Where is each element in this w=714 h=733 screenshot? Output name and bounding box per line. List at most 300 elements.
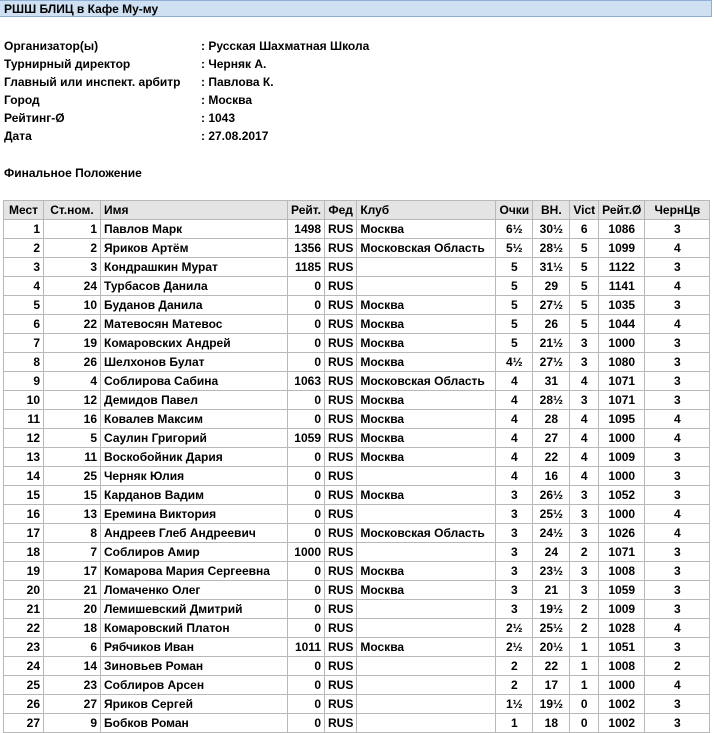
cell-points: 4 (496, 448, 533, 467)
cell-buchholz: 26½ (533, 486, 570, 505)
table-row (4, 372, 710, 391)
column-header-rank: Мест (4, 201, 44, 220)
table-row (4, 277, 710, 296)
cell-wins: 1 (570, 676, 599, 695)
cell-rating: 0 (288, 714, 325, 733)
cell-black-games: 3 (645, 372, 710, 391)
cell-avg-rating: 1122 (599, 258, 645, 277)
cell-start-number: 15 (44, 486, 101, 505)
cell-buchholz: 27½ (533, 353, 570, 372)
cell-rank: 8 (4, 353, 44, 372)
cell-buchholz: 21½ (533, 334, 570, 353)
cell-wins: 4 (570, 429, 599, 448)
cell-avg-rating: 1000 (599, 334, 645, 353)
cell-rating: 1498 (288, 220, 325, 239)
cell-points: 5 (496, 315, 533, 334)
cell-black-games: 2 (645, 657, 710, 676)
cell-rating: 1356 (288, 239, 325, 258)
cell-rating: 0 (288, 562, 325, 581)
cell-wins: 5 (570, 258, 599, 277)
table-row (4, 353, 710, 372)
table-row (4, 600, 710, 619)
cell-avg-rating: 1000 (599, 676, 645, 695)
table-row (4, 258, 710, 277)
cell-rank: 26 (4, 695, 44, 714)
cell-buchholz: 19½ (533, 600, 570, 619)
cell-avg-rating: 1000 (599, 505, 645, 524)
cell-federation: RUS (325, 600, 357, 619)
table-row (4, 695, 710, 714)
cell-points: 5½ (496, 239, 533, 258)
cell-federation: RUS (325, 619, 357, 638)
cell-rank: 17 (4, 524, 44, 543)
cell-name: Яриков Артём (101, 239, 288, 258)
cell-buchholz: 23½ (533, 562, 570, 581)
cell-start-number: 23 (44, 676, 101, 695)
cell-black-games: 3 (645, 334, 710, 353)
cell-rating: 0 (288, 391, 325, 410)
cell-rating: 1185 (288, 258, 325, 277)
cell-buchholz: 31 (533, 372, 570, 391)
cell-wins: 3 (570, 391, 599, 410)
cell-wins: 0 (570, 695, 599, 714)
cell-rank: 19 (4, 562, 44, 581)
cell-start-number: 14 (44, 657, 101, 676)
cell-wins: 3 (570, 562, 599, 581)
cell-avg-rating: 1035 (599, 296, 645, 315)
cell-black-games: 4 (645, 410, 710, 429)
cell-name: Воскобойник Дария (101, 448, 288, 467)
cell-rating: 1011 (288, 638, 325, 657)
cell-name: Карданов Вадим (101, 486, 288, 505)
cell-avg-rating: 1141 (599, 277, 645, 296)
cell-rank: 14 (4, 467, 44, 486)
cell-name: Лемишевский Дмитрий (101, 600, 288, 619)
cell-club (357, 277, 496, 296)
cell-points: 5 (496, 258, 533, 277)
cell-buchholz: 24 (533, 543, 570, 562)
cell-rank: 7 (4, 334, 44, 353)
cell-wins: 0 (570, 714, 599, 733)
cell-black-games: 3 (645, 296, 710, 315)
cell-avg-rating: 1099 (599, 239, 645, 258)
info-value: : 1043 (201, 111, 236, 125)
cell-federation: RUS (325, 657, 357, 676)
cell-club: Москва (357, 220, 496, 239)
cell-avg-rating: 1002 (599, 714, 645, 733)
cell-wins: 3 (570, 353, 599, 372)
cell-avg-rating: 1071 (599, 543, 645, 562)
section-title: Финальное Положение (4, 166, 142, 180)
cell-points: 5 (496, 334, 533, 353)
cell-club (357, 657, 496, 676)
cell-black-games: 4 (645, 676, 710, 695)
cell-rank: 4 (4, 277, 44, 296)
cell-rank: 20 (4, 581, 44, 600)
cell-avg-rating: 1000 (599, 467, 645, 486)
table-row (4, 714, 710, 733)
cell-rank: 22 (4, 619, 44, 638)
table-row (4, 334, 710, 353)
cell-points: 2 (496, 657, 533, 676)
cell-rating: 0 (288, 277, 325, 296)
cell-federation: RUS (325, 695, 357, 714)
table-row (4, 391, 710, 410)
cell-name: Андреев Глеб Андреевич (101, 524, 288, 543)
info-label: Рейтинг-Ø (4, 111, 65, 125)
table-row (4, 239, 710, 258)
cell-black-games: 3 (645, 562, 710, 581)
cell-club: Москва (357, 448, 496, 467)
cell-black-games: 3 (645, 258, 710, 277)
column-header-rating: Рейт. (288, 201, 325, 220)
cell-club (357, 714, 496, 733)
standings-table (3, 200, 710, 733)
cell-points: 1½ (496, 695, 533, 714)
info-value: : Павлова К. (201, 75, 274, 89)
cell-name: Комаровский Платон (101, 619, 288, 638)
cell-club: Москва (357, 410, 496, 429)
info-label: Дата (4, 129, 32, 143)
info-value: : Москва (201, 93, 253, 107)
cell-black-games: 3 (645, 467, 710, 486)
table-row (4, 220, 710, 239)
cell-points: 3 (496, 600, 533, 619)
cell-rank: 12 (4, 429, 44, 448)
cell-rating: 0 (288, 486, 325, 505)
cell-name: Черняк Юлия (101, 467, 288, 486)
cell-name: Еремина Виктория (101, 505, 288, 524)
cell-federation: RUS (325, 277, 357, 296)
cell-federation: RUS (325, 486, 357, 505)
cell-rating: 0 (288, 695, 325, 714)
cell-buchholz: 28½ (533, 239, 570, 258)
cell-points: 4½ (496, 353, 533, 372)
cell-federation: RUS (325, 372, 357, 391)
cell-points: 4 (496, 372, 533, 391)
cell-buchholz: 28 (533, 410, 570, 429)
cell-name: Комарова Мария Сергеевна (101, 562, 288, 581)
table-row (4, 657, 710, 676)
table-row (4, 581, 710, 600)
cell-rank: 6 (4, 315, 44, 334)
table-row (4, 296, 710, 315)
cell-start-number: 5 (44, 429, 101, 448)
cell-federation: RUS (325, 448, 357, 467)
cell-rank: 13 (4, 448, 44, 467)
info-label: Главный или инспект. арбитр (4, 75, 181, 89)
cell-start-number: 9 (44, 714, 101, 733)
cell-avg-rating: 1052 (599, 486, 645, 505)
cell-start-number: 27 (44, 695, 101, 714)
cell-avg-rating: 1009 (599, 600, 645, 619)
cell-rating: 0 (288, 410, 325, 429)
table-row (4, 524, 710, 543)
cell-avg-rating: 1059 (599, 581, 645, 600)
cell-name: Зиновьев Роман (101, 657, 288, 676)
cell-start-number: 21 (44, 581, 101, 600)
cell-buchholz: 22 (533, 657, 570, 676)
table-row (4, 562, 710, 581)
cell-name: Соблиров Арсен (101, 676, 288, 695)
cell-buchholz: 28½ (533, 391, 570, 410)
cell-club (357, 505, 496, 524)
cell-wins: 2 (570, 619, 599, 638)
cell-start-number: 17 (44, 562, 101, 581)
cell-start-number: 25 (44, 467, 101, 486)
cell-buchholz: 18 (533, 714, 570, 733)
cell-federation: RUS (325, 581, 357, 600)
cell-rank: 5 (4, 296, 44, 315)
column-header-start-number: Ст.ном. (44, 201, 101, 220)
cell-federation: RUS (325, 296, 357, 315)
cell-black-games: 4 (645, 239, 710, 258)
cell-start-number: 20 (44, 600, 101, 619)
cell-federation: RUS (325, 714, 357, 733)
cell-name: Ковалев Максим (101, 410, 288, 429)
cell-federation: RUS (325, 505, 357, 524)
cell-start-number: 7 (44, 543, 101, 562)
cell-wins: 5 (570, 277, 599, 296)
column-header-black-games: ЧернЦв (645, 201, 710, 220)
cell-wins: 3 (570, 524, 599, 543)
cell-club: Москва (357, 562, 496, 581)
cell-federation: RUS (325, 562, 357, 581)
cell-wins: 1 (570, 638, 599, 657)
cell-club (357, 467, 496, 486)
table-row (4, 315, 710, 334)
cell-federation: RUS (325, 220, 357, 239)
cell-rating: 0 (288, 315, 325, 334)
table-row (4, 410, 710, 429)
cell-points: 3 (496, 581, 533, 600)
cell-federation: RUS (325, 410, 357, 429)
cell-wins: 3 (570, 505, 599, 524)
cell-rating: 0 (288, 676, 325, 695)
cell-rating: 1059 (288, 429, 325, 448)
table-row (4, 676, 710, 695)
cell-wins: 1 (570, 657, 599, 676)
cell-club (357, 258, 496, 277)
cell-club: Московская Область (357, 524, 496, 543)
table-header-row (4, 201, 710, 220)
cell-club: Москва (357, 391, 496, 410)
cell-black-games: 3 (645, 220, 710, 239)
table-row (4, 638, 710, 657)
cell-black-games: 3 (645, 486, 710, 505)
cell-federation: RUS (325, 543, 357, 562)
cell-name: Бобков Роман (101, 714, 288, 733)
cell-points: 2 (496, 676, 533, 695)
cell-black-games: 3 (645, 600, 710, 619)
cell-name: Буданов Данила (101, 296, 288, 315)
cell-wins: 5 (570, 315, 599, 334)
cell-club: Москва (357, 315, 496, 334)
cell-avg-rating: 1028 (599, 619, 645, 638)
cell-points: 3 (496, 524, 533, 543)
cell-rank: 2 (4, 239, 44, 258)
cell-buchholz: 24½ (533, 524, 570, 543)
cell-start-number: 16 (44, 410, 101, 429)
cell-points: 3 (496, 562, 533, 581)
info-label: Турнирный директор (4, 57, 131, 71)
column-header-name: Имя (101, 201, 288, 220)
cell-points: 4 (496, 467, 533, 486)
cell-points: 4 (496, 391, 533, 410)
cell-black-games: 3 (645, 581, 710, 600)
table-row (4, 467, 710, 486)
column-header-wins: Vict (570, 201, 599, 220)
cell-buchholz: 31½ (533, 258, 570, 277)
cell-name: Яриков Сергей (101, 695, 288, 714)
cell-club: Москва (357, 638, 496, 657)
cell-wins: 4 (570, 410, 599, 429)
cell-start-number: 13 (44, 505, 101, 524)
cell-name: Матевосян Матевос (101, 315, 288, 334)
cell-rank: 16 (4, 505, 44, 524)
cell-rating: 1063 (288, 372, 325, 391)
cell-club: Москва (357, 334, 496, 353)
table-row (4, 486, 710, 505)
cell-wins: 3 (570, 581, 599, 600)
cell-name: Демидов Павел (101, 391, 288, 410)
cell-name: Павлов Марк (101, 220, 288, 239)
cell-points: 3 (496, 486, 533, 505)
cell-rating: 0 (288, 657, 325, 676)
cell-wins: 4 (570, 372, 599, 391)
table-row (4, 429, 710, 448)
cell-rank: 25 (4, 676, 44, 695)
info-label: Город (4, 93, 40, 107)
cell-start-number: 6 (44, 638, 101, 657)
cell-avg-rating: 1095 (599, 410, 645, 429)
cell-buchholz: 27½ (533, 296, 570, 315)
cell-wins: 4 (570, 448, 599, 467)
cell-avg-rating: 1071 (599, 391, 645, 410)
cell-club (357, 676, 496, 695)
table-row (4, 619, 710, 638)
cell-black-games: 4 (645, 429, 710, 448)
column-header-club: Клуб (357, 201, 496, 220)
cell-start-number: 22 (44, 315, 101, 334)
cell-start-number: 10 (44, 296, 101, 315)
cell-club (357, 619, 496, 638)
cell-federation: RUS (325, 638, 357, 657)
cell-wins: 5 (570, 239, 599, 258)
cell-black-games: 3 (645, 638, 710, 657)
cell-buchholz: 22 (533, 448, 570, 467)
cell-name: Турбасов Данила (101, 277, 288, 296)
cell-rank: 11 (4, 410, 44, 429)
cell-federation: RUS (325, 676, 357, 695)
cell-federation: RUS (325, 391, 357, 410)
cell-start-number: 11 (44, 448, 101, 467)
cell-club: Москва (357, 296, 496, 315)
table-row (4, 505, 710, 524)
cell-rank: 21 (4, 600, 44, 619)
cell-rating: 0 (288, 467, 325, 486)
cell-avg-rating: 1002 (599, 695, 645, 714)
cell-rating: 0 (288, 600, 325, 619)
cell-federation: RUS (325, 524, 357, 543)
cell-federation: RUS (325, 315, 357, 334)
cell-club (357, 600, 496, 619)
cell-black-games: 3 (645, 695, 710, 714)
cell-buchholz: 26 (533, 315, 570, 334)
cell-avg-rating: 1086 (599, 220, 645, 239)
info-label: Организатор(ы) (4, 39, 99, 53)
cell-federation: RUS (325, 467, 357, 486)
cell-start-number: 19 (44, 334, 101, 353)
cell-rank: 24 (4, 657, 44, 676)
cell-avg-rating: 1000 (599, 429, 645, 448)
cell-start-number: 3 (44, 258, 101, 277)
cell-club: Москва (357, 429, 496, 448)
cell-points: 3 (496, 505, 533, 524)
cell-buchholz: 25½ (533, 619, 570, 638)
cell-black-games: 3 (645, 448, 710, 467)
cell-points: 6½ (496, 220, 533, 239)
cell-name: Соблиров Амир (101, 543, 288, 562)
cell-federation: RUS (325, 258, 357, 277)
cell-rating: 0 (288, 296, 325, 315)
cell-club: Московская Область (357, 372, 496, 391)
cell-wins: 3 (570, 334, 599, 353)
cell-black-games: 3 (645, 543, 710, 562)
info-value: : Черняк А. (201, 57, 267, 71)
cell-start-number: 24 (44, 277, 101, 296)
cell-start-number: 26 (44, 353, 101, 372)
cell-avg-rating: 1044 (599, 315, 645, 334)
cell-rating: 0 (288, 524, 325, 543)
cell-federation: RUS (325, 239, 357, 258)
cell-avg-rating: 1026 (599, 524, 645, 543)
cell-wins: 2 (570, 600, 599, 619)
cell-club: Москва (357, 353, 496, 372)
cell-rating: 0 (288, 448, 325, 467)
cell-avg-rating: 1051 (599, 638, 645, 657)
cell-avg-rating: 1071 (599, 372, 645, 391)
cell-name: Кондрашкин Мурат (101, 258, 288, 277)
cell-rating: 1000 (288, 543, 325, 562)
cell-name: Рябчиков Иван (101, 638, 288, 657)
cell-buchholz: 27 (533, 429, 570, 448)
cell-rank: 3 (4, 258, 44, 277)
cell-start-number: 1 (44, 220, 101, 239)
cell-black-games: 4 (645, 619, 710, 638)
cell-rank: 15 (4, 486, 44, 505)
cell-club (357, 695, 496, 714)
cell-rating: 0 (288, 581, 325, 600)
cell-points: 2½ (496, 619, 533, 638)
cell-club: Московская Область (357, 239, 496, 258)
column-header-federation: Фед (325, 201, 357, 220)
table-row (4, 448, 710, 467)
column-header-points: Очки (496, 201, 533, 220)
cell-buchholz: 17 (533, 676, 570, 695)
cell-wins: 6 (570, 220, 599, 239)
cell-points: 1 (496, 714, 533, 733)
column-header-avg-rating: Рейт.Ø (599, 201, 645, 220)
cell-buchholz: 16 (533, 467, 570, 486)
cell-name: Комаровских Андрей (101, 334, 288, 353)
column-header-buchholz: ВН. (533, 201, 570, 220)
cell-start-number: 4 (44, 372, 101, 391)
cell-federation: RUS (325, 334, 357, 353)
page-title: РШШ БЛИЦ в Кафе Му-му (0, 0, 712, 17)
cell-rating: 0 (288, 353, 325, 372)
cell-black-games: 4 (645, 277, 710, 296)
